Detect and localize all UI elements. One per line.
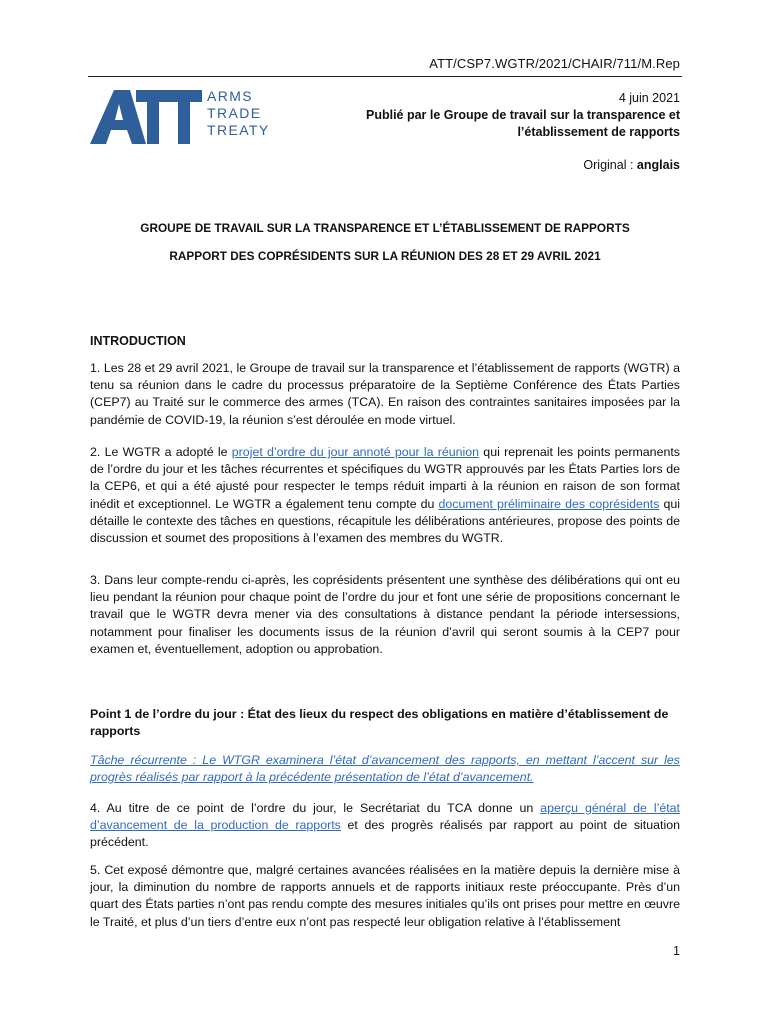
logo-word-arms: ARMS bbox=[207, 88, 254, 104]
paragraph-4-part-a: 4. Au titre de ce point de l’ordre du jour, le Secrétariat du TCA donne un bbox=[90, 801, 541, 815]
paragraph-1 bbox=[90, 360, 680, 429]
paragraph-2-text bbox=[90, 444, 680, 547]
paragraph-3 bbox=[90, 572, 680, 658]
introduction-heading: INTRODUCTION bbox=[90, 334, 186, 348]
publication-meta bbox=[366, 90, 680, 141]
paragraph-4 bbox=[90, 800, 680, 852]
logo-word-treaty: TREATY bbox=[207, 122, 270, 138]
att-logo-wordmark bbox=[207, 88, 270, 139]
working-group-title: GROUPE DE TRAVAIL SUR LA TRANSPARENCE ET L’ÉTABLISSEMENT DE RAPPORTS bbox=[140, 221, 630, 235]
document-reference: ATT/CSP7.WGTR/2021/CHAIR/711/M.Rep bbox=[429, 56, 680, 71]
annotated-agenda-link[interactable]: projet d’ordre du jour annoté pour la réunion bbox=[231, 445, 480, 459]
original-language-value: anglais bbox=[636, 158, 680, 172]
paragraph-5 bbox=[90, 862, 680, 931]
paragraph-2 bbox=[90, 444, 680, 547]
publication-date: 4 juin 2021 bbox=[618, 91, 680, 105]
reporting-status-overview-link[interactable]: aperçu général de l’état d’avancement de la production de rapports bbox=[90, 801, 680, 833]
publisher-line-1: Publié par le Groupe de travail sur la transparence et bbox=[365, 108, 680, 122]
logo-word-trade: TRADE bbox=[207, 105, 262, 121]
co-chairs-paper-link[interactable]: document préliminaire des coprésidents bbox=[438, 496, 660, 511]
paragraph-2-part-c: qui détaille le contexte des tâches en questions, récapitule les délibérations antérieures, propose des points de discussion et soumet des propositions à l’examen des membres du WGTR. bbox=[90, 496, 680, 546]
agenda-item-1-heading: Point 1 de l’ordre du jour : État des lieux du respect des obligations en matière d’établissement de rapports bbox=[90, 707, 669, 739]
recurring-task-link[interactable]: Tâche récurrente : Le WTGR examinera l’état d’avancement des rapports, en mettant l’accent sur les progrès réalisés par rapport à la précédente présentation de l’état d’avancement. bbox=[90, 753, 680, 785]
report-title: RAPPORT DES COPRÉSIDENTS SUR LA RÉUNION DES 28 ET 29 AVRIL 2021 bbox=[169, 249, 601, 263]
att-logo-mark bbox=[90, 90, 202, 144]
publisher-line-2: l’établissement de rapports bbox=[517, 125, 680, 139]
paragraph-5-text: 5. Cet exposé démontre que, malgré certaines avancées réalisées en la matière depuis la dernière mise à jour, la diminution du nombre de rapports annuels et de rapports initiaux reste préoccupante. Près d’un quart des États parties n’ont pas rendu compte des mesures initiales qu’ils ont prises pour mettre en œuvre le Traité, et plus d’un tiers d’entre eux n’ont pas respecté leur obligation relative à l’établissement bbox=[90, 863, 680, 929]
att-logo bbox=[90, 88, 270, 144]
paragraph-4-part-b: et des progrès réalisés par rapport au point de situation précédent. bbox=[90, 818, 680, 850]
paragraph-2-part-b: qui reprenait les points permanents de l’ordre du jour et les tâches récurrentes et spécifiques du WGTR approuvés par les États Parties lors de la CEP6, et qui a été ajusté pour respecter le temps réduit imparti à la réunion en raison de son format inédit et exceptionnel. Le WGTR a également tenu compte du bbox=[90, 445, 680, 511]
paragraph-3-text: 3. Dans leur compte-rendu ci-après, les coprésidents présentent une synthèse des délibérations qui ont eu lieu pendant la réunion pour chaque point de l’ordre du jour et font une série de propositions concernant le travail que le WGTR devra mener via des consultations à distance pendant la période intersessions, notamment pour finaliser les documents issus de la réunion d’avril qui seront soumis à la CEP7 pour examen et, éventuellement, adoption ou approbation. bbox=[90, 573, 680, 656]
original-language bbox=[583, 158, 680, 172]
paragraph-1-text: 1. Les 28 et 29 avril 2021, le Groupe de travail sur la transparence et l’établissement de rapports (WGTR) a tenu sa réunion dans le cadre du processus préparatoire de la Septième Conférence des États Parties (CEP7) au Traité sur le commerce des armes (TCA). En raison des contraintes sanitaires imposées par la pandémie de COVID-19, la réunion s’est déroulée en mode virtuel. bbox=[90, 361, 680, 427]
paragraph-2-part-a: 2. Le WGTR a adopté le bbox=[90, 445, 232, 459]
original-label: Original : bbox=[583, 158, 634, 172]
header-divider bbox=[88, 76, 682, 77]
paragraph-4-text bbox=[90, 800, 680, 852]
page-number: 1 bbox=[673, 944, 680, 958]
